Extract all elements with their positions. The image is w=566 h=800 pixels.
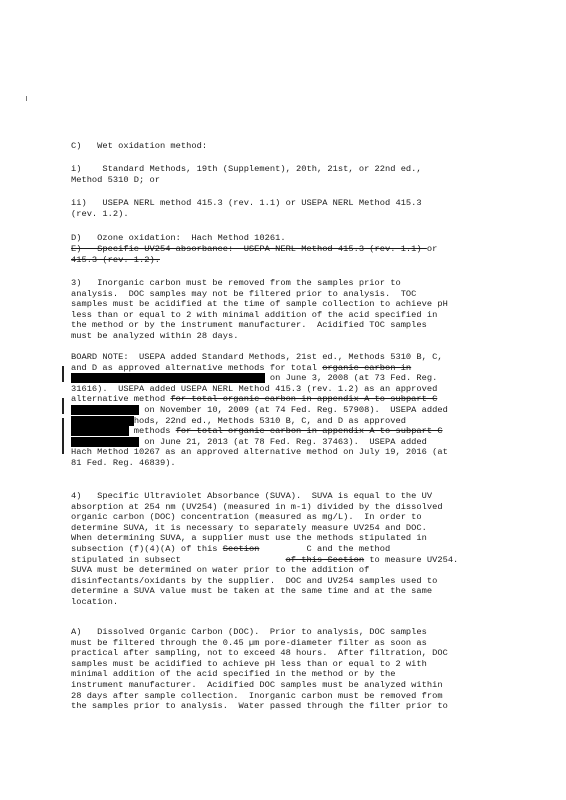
paragraph-3: 3) Inorganic carbon must be removed from the samples prior to analysis. DOC samples may not be filtered prior to analysis. TOC samples must be acidified at the time of sample collection to achieve pH less than or equal to 2 with minimal addition of the acid specified in the method or by the instrument manufacturer. Acidified TOC samples must be analyzed within 28 days.: [71, 278, 448, 341]
board-note: BOARD NOTE: USEPA added Standard Methods, 21st ed., Methods 5310 B, C, and D as approved alternative methods for total organic carbon in appendix A to subpart C of 40 CFR 141 on June 3, 2008 (at 73 Fed. Reg. 31616). USEPA added USEPA NERL Method 415.3 (rev. 1.2) as an approved alternative method for total organic carbon in appendix A to subpart C of 40 CFR 141 on November 10, 2009 (at 74 Fed. Reg. 57908). USEPA added Standard Methods, 22nd ed., Methods 5310 B, C, and D as approved alternative methods for total organic carbon in appendix A to subpart C of 40 CFR 141 on June 21, 2013 (at 78 Fed. Reg. 37463). USEPA added Hach Method 10267 as an approved alternative method on July 19, 2016 (at 81 Fed. Reg. 46839).: [71, 352, 448, 468]
paragraph-4a-doc: A) Dissolved Organic Carbon (DOC). Prior to analysis, DOC samples must be filtered through the 0.45 µm pore-diameter filter as soon as practical after sampling, not to exceed 48 hours. After filtration, DOC samples must be acidified to achieve pH less than or equal to 2 with minimal addition of the acid specified in the method or by the instrument manufacturer. Acidified DOC samples must be analyzed within 28 days after sample collection. Inorganic carbon must be removed from the samples prior to analysis. Water passed through the filter prior to: [71, 627, 448, 712]
item-i: i) Standard Methods, 19th (Supplement), 20th, 21st, or 22nd ed., Method 5310 D; or: [71, 164, 422, 185]
paragraph-4-suva: 4) Specific Ultraviolet Absorbance (SUVA). SUVA is equal to the UV absorption at 254 nm (UV254) (measured in m-1) divided by the dissolved organic carbon (DOC) concentration (measured as mg/L). In order to determine SUVA, it is necessary to separately measure UV254 and DOC. When determining SUVA, a supplier must use the methods stipulated in subsection (f)(4)(A) of this Section C and the method stipulated in subsect of this Section to measure UV254. SUVA must be determined on water prior to the addition of disinfectants/oxidants by the supplier. DOC and UV254 samples used to determine a SUVA value must be taken at the same time and at the same location.: [71, 491, 459, 607]
redacted-text: Standard Met: [71, 415, 134, 426]
redacted-text: of 40 CFR 141: [71, 436, 140, 447]
revision-bar: [62, 366, 64, 382]
scan-artifact: [26, 96, 27, 101]
redacted-text: alternative: [71, 426, 129, 437]
wet-oxidation-heading: C) Wet oxidation method:: [71, 141, 208, 151]
or-text: or: [426, 244, 438, 254]
struck-text: 415.3 (rev. 1.2).: [71, 254, 160, 265]
struck-uv254-item: [71, 244, 511, 265]
struck-text: E) Specific UV254 absorbance: USEPA NERL Method 415.3 (rev. 1.1): [71, 244, 427, 254]
item-ii: ii) USEPA NERL method 415.3 (rev. 1.1) or USEPA NERL Method 415.3 (rev. 1.2).: [71, 198, 422, 219]
redacted-text: of 40 CFR 141: [71, 404, 140, 415]
revision-bar: [62, 418, 64, 454]
revision-bar: [62, 398, 64, 414]
ozone-oxidation-heading: D) Ozone oxidation: Hach Method 10261.: [71, 233, 286, 243]
redacted-text: appendix A to subpart C of 40 CFR 141: [71, 373, 265, 384]
